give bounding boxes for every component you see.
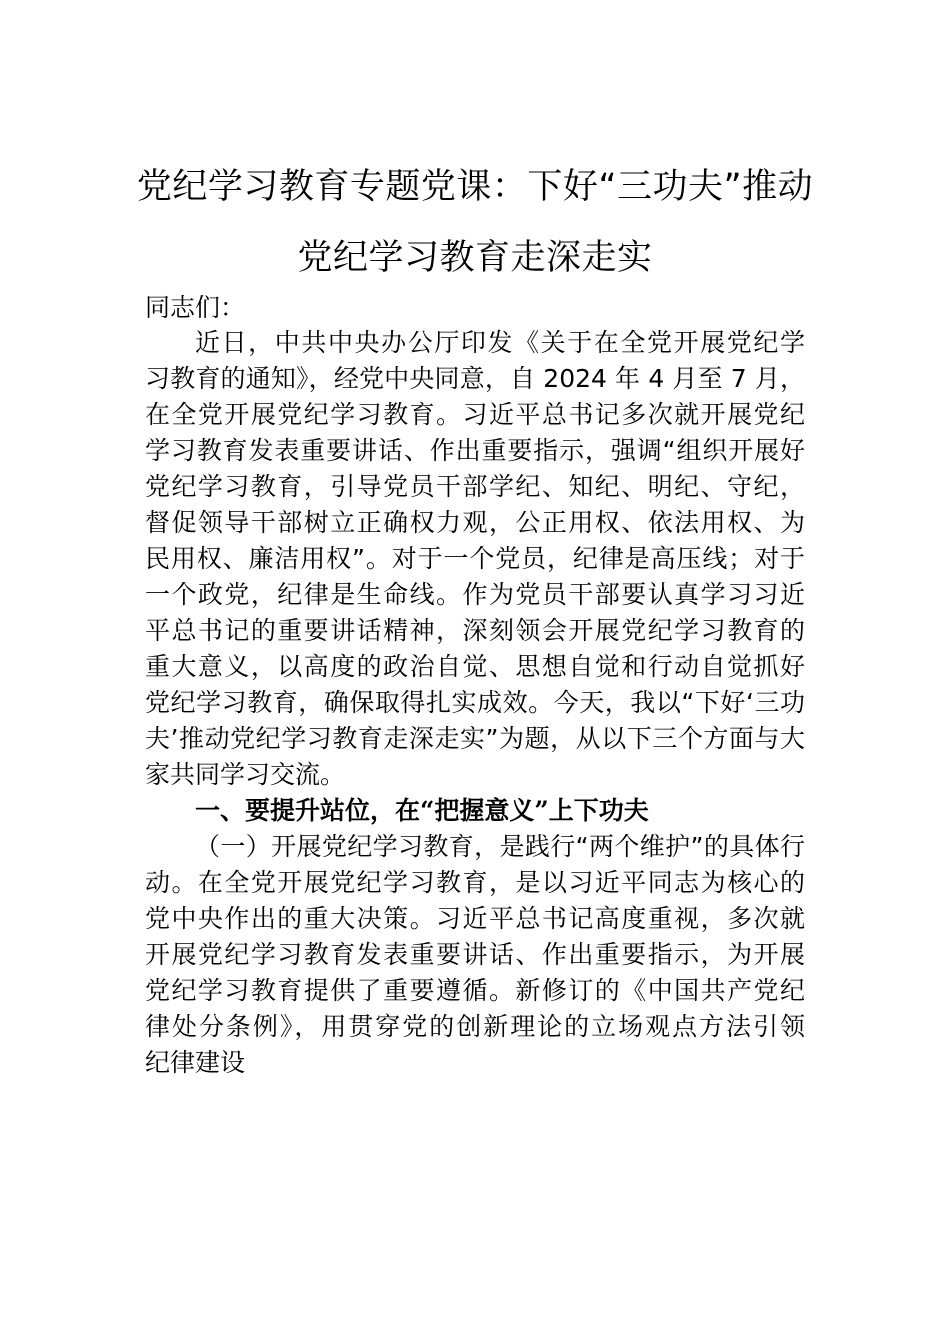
- paragraph-line: 党纪学习教育提供了重要遵循。新修订的《中国共产党纪: [145, 976, 805, 1005]
- paragraph-line: 律处分条例》，用贯穿党的创新理论的立场观点方法引领: [145, 1012, 805, 1041]
- paragraph-line: 一个政党，纪律是生命线。作为党员干部要认真学习习近: [145, 580, 805, 609]
- paragraph-line: 纪律建设: [145, 1048, 246, 1077]
- document-title-line-1: 党纪学习教育专题党课：下好“三功夫”推动: [136, 167, 814, 207]
- paragraph-line: 党纪学习教育，确保取得扎实成效。今天，我以“下好‘三功: [145, 688, 805, 717]
- paragraph-line: 开展党纪学习教育发表重要讲话、作出重要指示，为开展: [145, 940, 805, 969]
- paragraph-line: 在全党开展党纪学习教育。习近平总书记多次就开展党纪: [145, 400, 805, 429]
- paragraph-line: 动。在全党开展党纪学习教育，是以习近平同志为核心的: [145, 868, 805, 897]
- paragraph-line: 家共同学习交流。: [145, 760, 346, 789]
- paragraph-line: 党中央作出的重大决策。习近平总书记高度重视，多次就: [145, 904, 805, 933]
- paragraph-line: 近日，中共中央办公厅印发《关于在全党开展党纪学: [195, 328, 805, 357]
- paragraph-line: 平总书记的重要讲话精神，深刻领会开展党纪学习教育的: [145, 616, 805, 645]
- section-heading: 一、要提升站位，在“把握意义”上下功夫: [195, 796, 649, 825]
- paragraph-line: 夫’推动党纪学习教育走深走实”为题，从以下三个方面与大: [145, 724, 805, 753]
- paragraph-line: 党纪学习教育，引导党员干部学纪、知纪、明纪、守纪，: [145, 472, 805, 501]
- paragraph-line: 重大意义，以高度的政治自觉、思想自觉和行动自觉抓好: [145, 652, 805, 681]
- paragraph-line: 习教育的通知》，经党中央同意，自 2024 年 4 月至 7 月，: [145, 364, 805, 393]
- paragraph-line: （一）开展党纪学习教育，是践行“两个维护”的具体行: [195, 832, 805, 861]
- paragraph-line: 督促领导干部树立正确权力观，公正用权、依法用权、为: [145, 508, 805, 537]
- paragraph-line: 民用权、廉洁用权”。对于一个党员，纪律是高压线；对于: [145, 544, 805, 573]
- paragraph-line: 学习教育发表重要讲话、作出重要指示，强调“组织开展好: [145, 436, 805, 465]
- salutation: 同志们：: [145, 293, 246, 322]
- document-title-line-2: 党纪学习教育走深走实: [297, 238, 653, 278]
